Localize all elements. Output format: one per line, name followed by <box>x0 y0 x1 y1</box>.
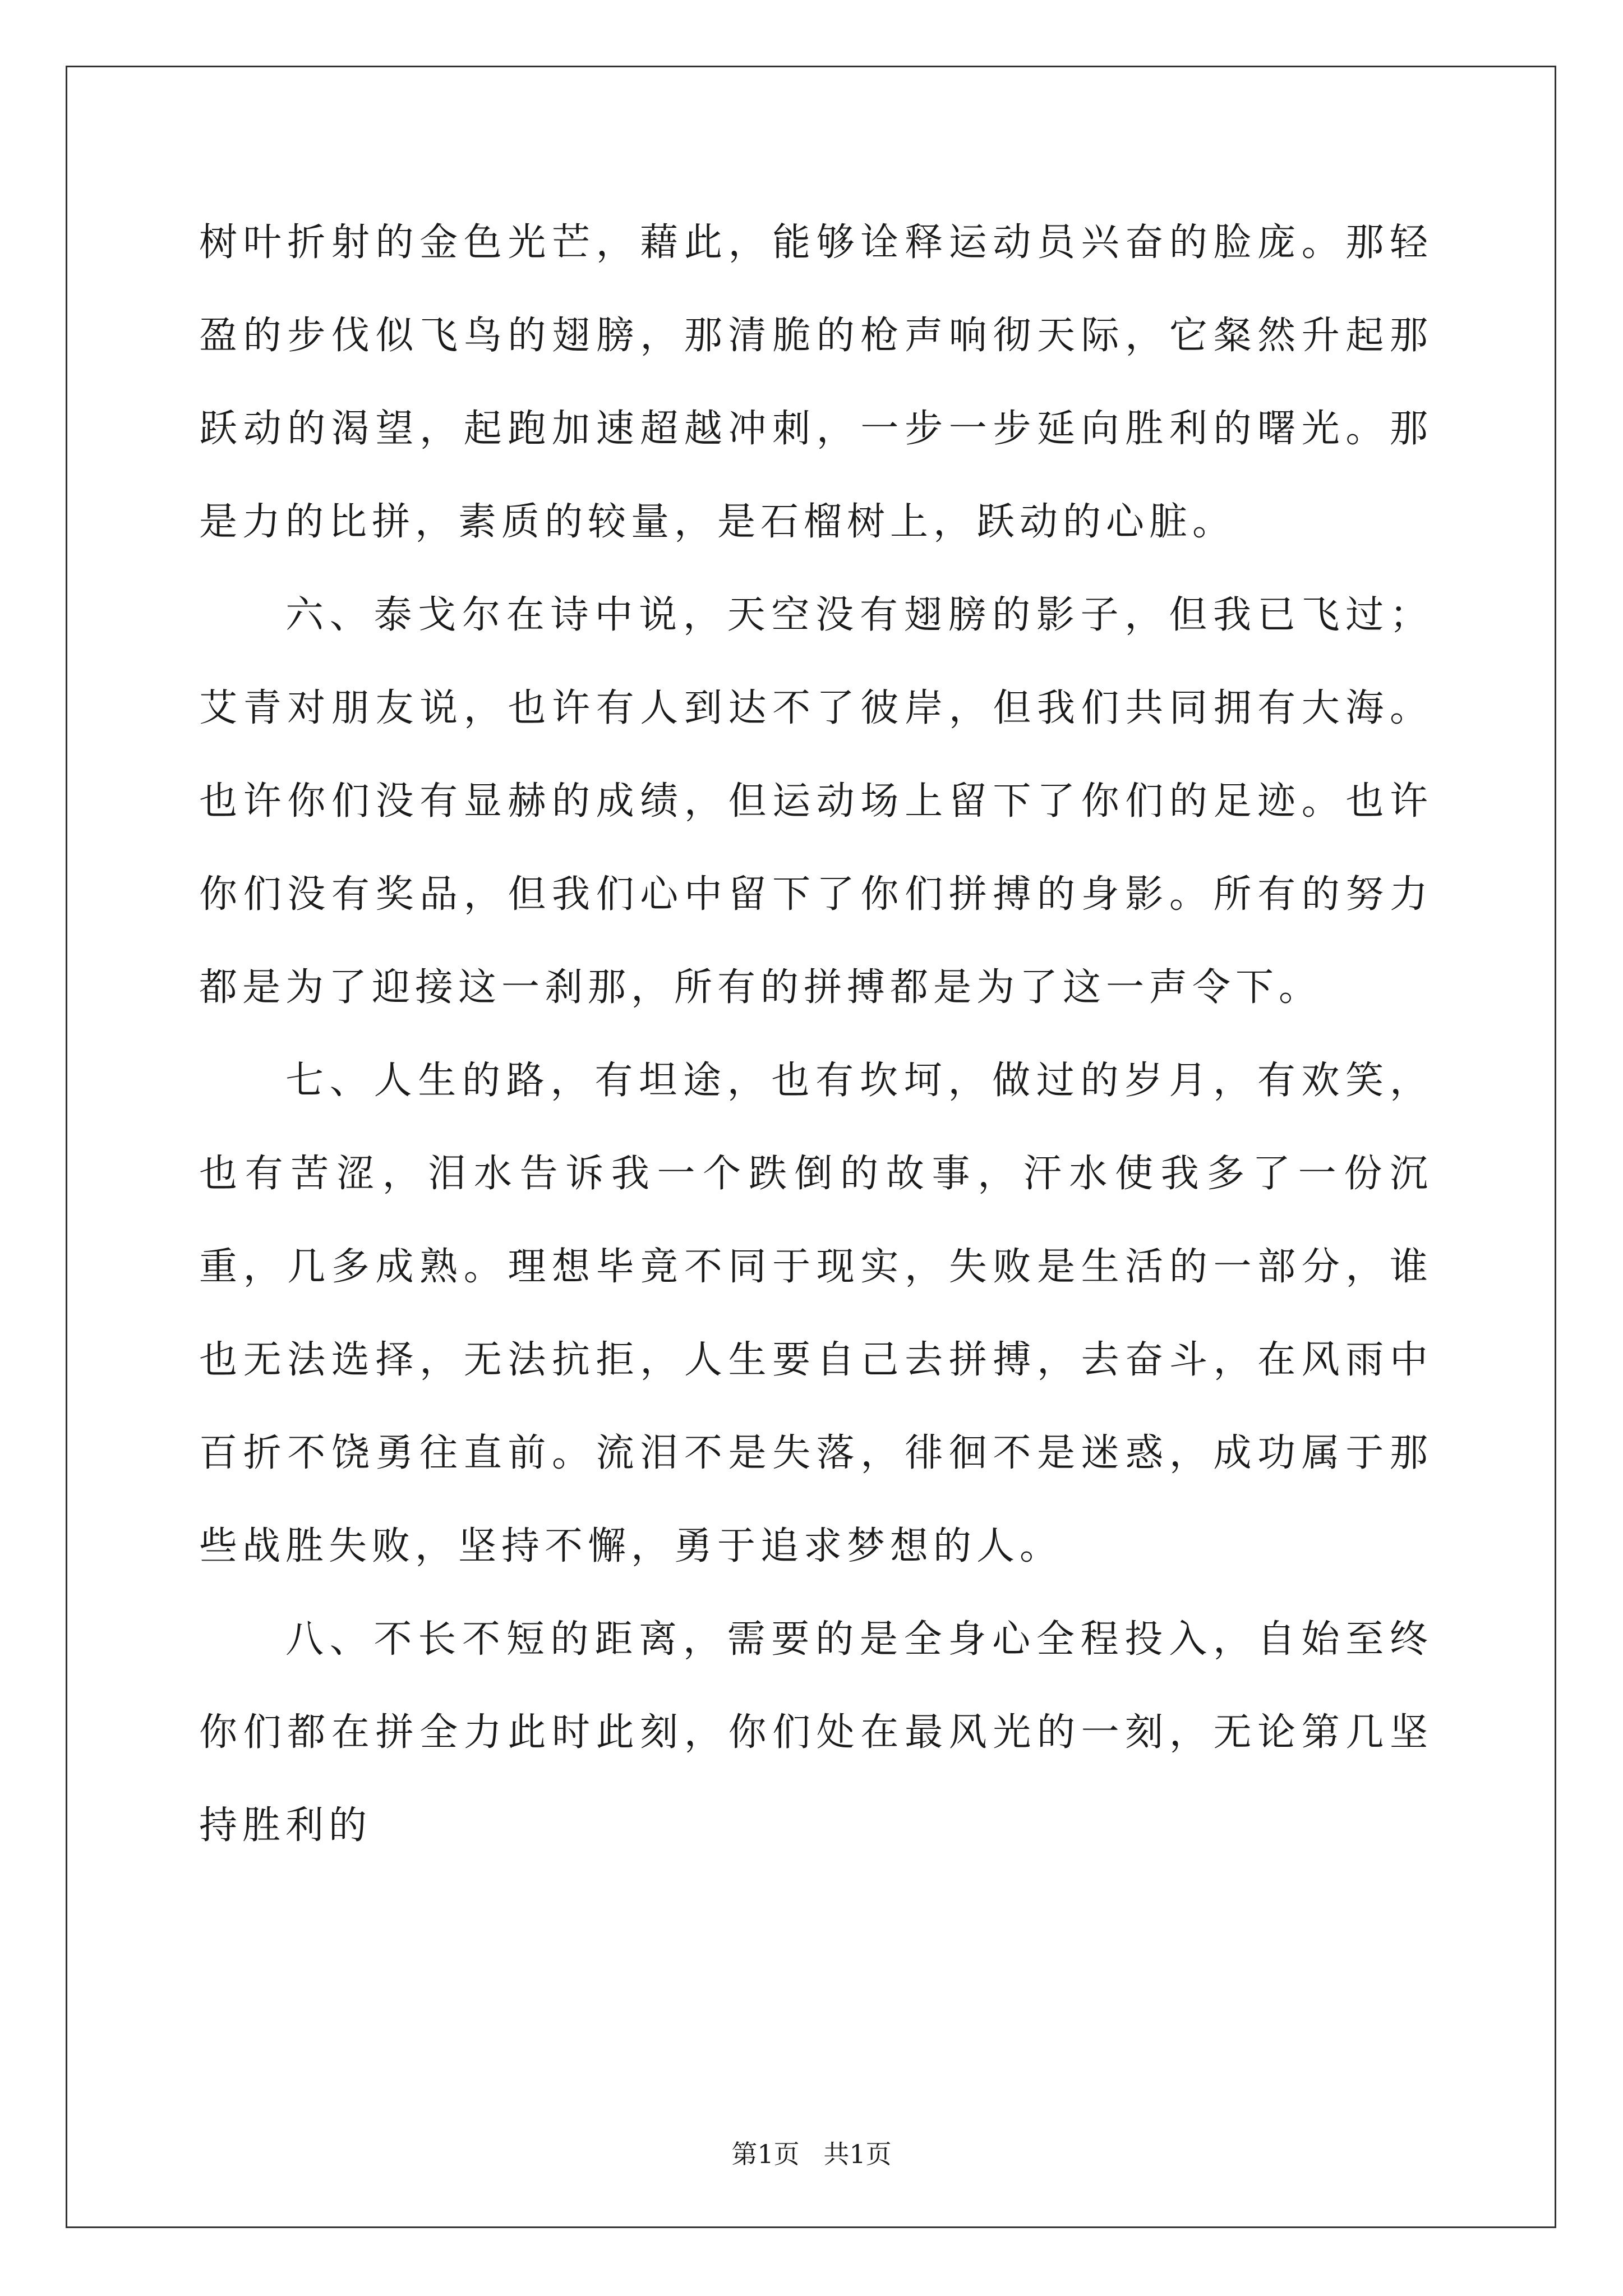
paragraph: 六、泰戈尔在诗中说，天空没有翅膀的影子，但我已飞过；艾青对朋友说，也许有人到达不了彼岸，但我们共同拥有大海。也许你们没有显赫的成绩，但运动场上留下了你们的足迹。也许你们没有奖品，但我们心中留下了你们拼搏的身影。所有的努力都是为了迎接这一刹那，所有的拼搏都是为了这一声令下。 <box>199 593 1433 1010</box>
page-number-current: 第1页 <box>731 2139 800 2169</box>
paragraph: 七、人生的路，有坦途，也有坎坷，做过的岁月，有欢笑，也有苦涩，泪水告诉我一个跌倒的故事，汗水使我多了一份沉重，几多成熟。理想毕竟不同于现实，失败是生活的一部分，谁也无法选择，无法抗拒，人生要自己去拼搏，去奋斗，在风雨中百折不饶勇往直前。流泪不是失落，徘徊不是迷惑，成功属于那些战胜失败，坚持不懈，勇于追求梦想的人。 <box>199 1059 1433 1568</box>
paragraph: 八、不长不短的距离，需要的是全身心全程投入，自始至终你们都在拼全力此时此刻，你们处在最风光的一刻，无论第几坚持胜利的 <box>199 1617 1433 1848</box>
paragraph: 树叶折射的金色光芒，藉此，能够诠释运动员兴奋的脸庞。那轻盈的步伐似飞鸟的翅膀，那清脆的枪声响彻天际，它粲然升起那跃动的渴望，起跑加速超越冲刺，一步一步延向胜利的曙光。那是力的比拼，素质的较量，是石榴树上，跃动的心脏。 <box>199 220 1433 544</box>
page-number-total: 共1页 <box>823 2139 892 2169</box>
page-footer <box>0 2137 1623 2171</box>
document-body <box>199 196 1433 1872</box>
